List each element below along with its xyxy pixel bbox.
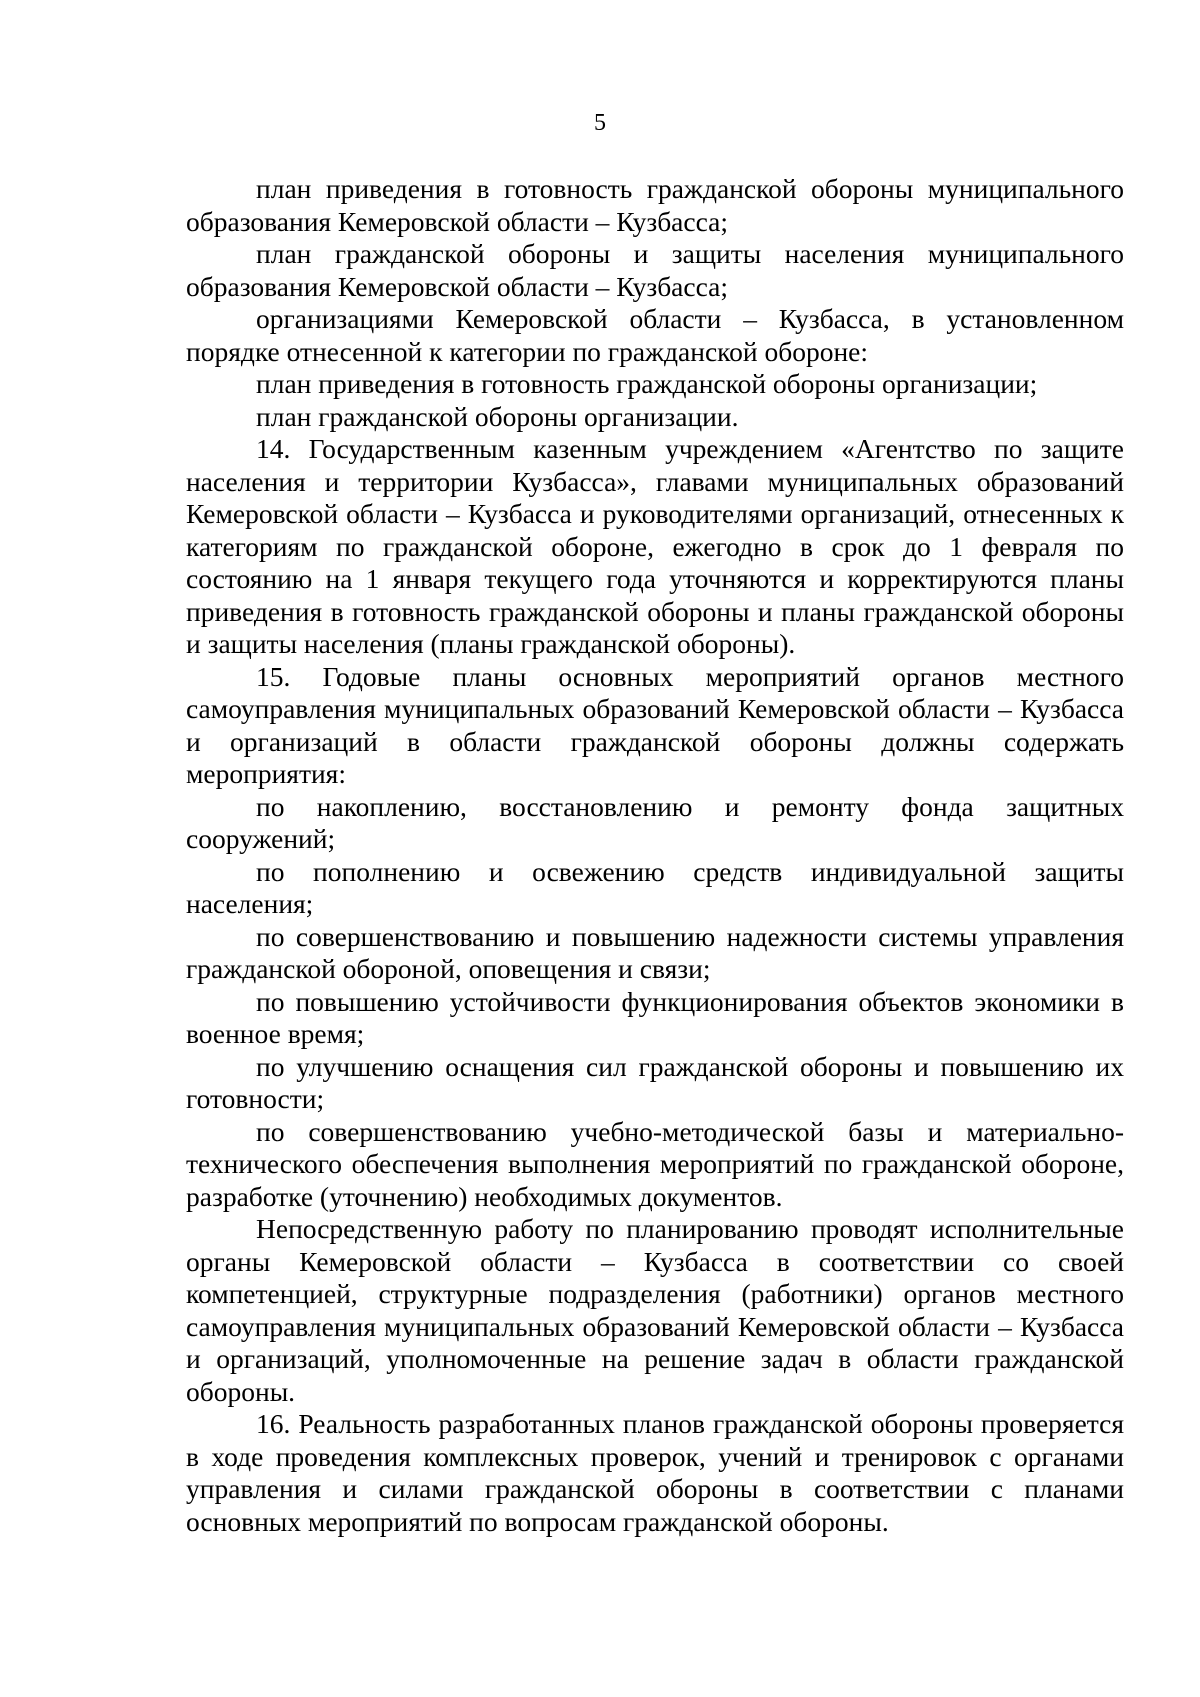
paragraph-clause-16: 16. Реальность разработанных планов гражданской обороны проверяется в ходе проведения комплексных проверок, учений и тренировок с органами управления и силами гражданской обороны в соответствии с планами основных мероприятий по вопросам гражданской обороны. [186,1408,1124,1537]
page-number: 5 [594,110,606,136]
paragraph-control-warning-communication: по совершенствованию и повышению надежности системы управления гражданской обороной, оповещения и связи; [186,920,1124,984]
paragraph-clause-15: 15. Годовые планы основных мероприятий органов местного самоуправления муниципальных образований Кемеровской области – Кузбасса и организаций в области гражданской обороны должны содержать мероприятия: [186,660,1124,789]
paragraph-civil-defense-readiness-plan-municipal: план приведения в готовность гражданской обороны муниципального образования Кемеровской области – Кузбасса; [186,173,1124,237]
paragraph-forces-equipment: по улучшению оснащения сил гражданской обороны и повышению их готовности; [186,1050,1124,1114]
paragraph-protective-equipment: по пополнению и освежению средств индивидуальной защиты населения; [186,855,1124,919]
paragraph-planning-work: Непосредственную работу по планированию проводят исполнительные органы Кемеровской области – Кузбасса в соответствии со своей компетенцией, структурные подразделения (работники) органов местного самоуправления муниципальных образований Кемеровской области – Кузбасса и организаций, уполномоченные на решение задач в области гражданской обороны. [186,1213,1124,1407]
paragraph-organizations-category: организациями Кемеровской области – Кузбасса, в установленном порядке отнесенной к категории по гражданской обороне: [186,303,1124,367]
paragraph-economic-stability: по повышению устойчивости функционирования объектов экономики в военное время; [186,985,1124,1049]
paragraph-training-base: по совершенствованию учебно-методической базы и материально-технического обеспечения выполнения мероприятий по гражданской обороне, разработке (уточнению) необходимых документов. [186,1115,1124,1212]
paragraph-civil-defense-protection-plan-municipal: план гражданской обороны и защиты населения муниципального образования Кемеровской области – Кузбасса; [186,238,1124,302]
paragraph-clause-14: 14. Государственным казенным учреждением «Агентство по защите населения и территории Кузбасса», главами муниципальных образований Кемеровской области – Кузбасса и руководителями организаций, отнесенных к категориям по гражданской обороне, ежегодно в срок до 1 февраля по состоянию на 1 января текущего года уточняются и корректируются планы приведения в готовность гражданской обороны и планы гражданской обороны и защиты населения (планы гражданской обороны). [186,433,1124,659]
paragraph-organization-readiness-plan: план приведения в готовность гражданской обороны организации; [256,368,1038,399]
paragraph-organization-civil-defense-plan: план гражданской обороны организации. [256,400,739,432]
paragraph-shelters-fund: по накоплению, восстановлению и ремонту фонда защитных сооружений; [186,790,1124,854]
document-body [186,173,1124,1538]
